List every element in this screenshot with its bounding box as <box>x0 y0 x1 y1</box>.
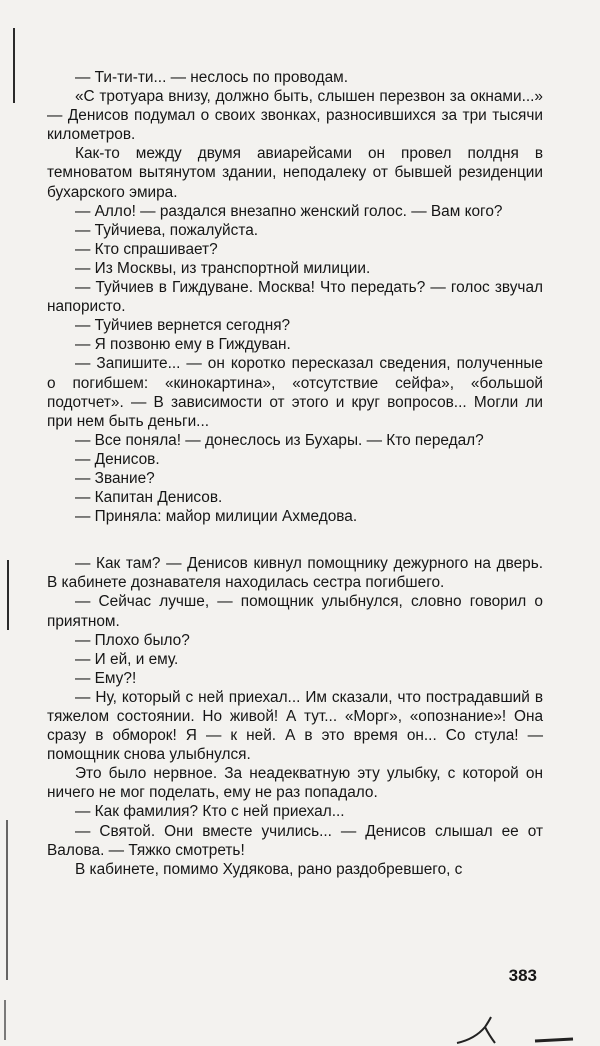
paragraph-3: Как-то между двумя авиарейсами он провел полдня в темноватом вытянутом здании, неподалеку от бывшей резиденции бухарского эмира. <box>47 145 543 201</box>
paragraph-17: — Как там? — Денисов кивнул помощнику дежурного на дверь. В кабинете дознавателя находилась сестра погибшего. <box>47 555 543 592</box>
page-number: 383 <box>508 966 537 985</box>
paragraph-20: — И ей, и ему. <box>75 650 179 668</box>
paragraph-7: — Из Москвы, из транспортной милиции. <box>75 259 371 277</box>
paragraph-14: — Звание? <box>75 469 155 487</box>
left-edge-mark-mid <box>7 560 9 630</box>
paragraph-26: В кабинете, помимо Худякова, рано раздобревшего, с <box>75 860 463 878</box>
scribble-mark <box>455 1015 575 1045</box>
paragraph-16: — Приняла: майор милиции Ахмедова. <box>75 508 358 526</box>
left-edge-mark-bottom <box>6 820 8 980</box>
paragraph-22: — Ну, который с ней приехал... Им сказали, что пострадавший в тяжелом состоянии. Но живой! А тут... «Морг», «опознание»! Она сразу в обморок! Я — к ней. А в это время он... Со стула! — помощник снова улыбнулся. <box>47 688 543 764</box>
paragraph-1: — Ти-ти-ти... — неслось по проводам. <box>75 69 349 86</box>
paragraph-11: — Запишите... — он коротко пересказал сведения, полученные о погибшем: «кинокартина», «отсутствие сейфа», «большой подотчет». — В зависимости от этого и круг вопросов... Могли ли при нем быть деньги... <box>47 355 543 430</box>
left-edge-mark-top <box>13 28 15 103</box>
paragraph-15: — Капитан Денисов. <box>75 489 223 507</box>
section-break <box>47 526 543 554</box>
paragraph-4: — Алло! — раздался внезапно женский голос. — Вам кого? <box>75 202 503 220</box>
paragraph-23: Это было нервное. За неадекватную эту улыбку, с которой он ничего не мог поделать, ему не раз попадало. <box>47 765 543 802</box>
paragraph-10: — Я позвоню ему в Гиждуван. <box>75 336 291 354</box>
paragraph-25: — Святой. Они вместе учились... — Денисов слышал ее от Валова. — Тяжко смотреть! <box>47 822 543 859</box>
paragraph-12: — Все поняла! — донеслось из Бухары. — Кто передал? <box>75 431 484 449</box>
paragraph-18: — Сейчас лучше, — помощник улыбнулся, словно говорил о приятном. <box>47 593 543 630</box>
paragraph-6: — Кто спрашивает? <box>75 240 218 258</box>
paragraph-13: — Денисов. <box>75 450 160 468</box>
paragraph-24: — Как фамилия? Кто с ней приехал... <box>75 803 345 821</box>
paragraph-21: — Ему?! <box>75 669 137 687</box>
paragraph-9: — Туйчиев вернется сегодня? <box>75 317 291 335</box>
book-page-text <box>47 68 543 879</box>
left-edge-mark-low <box>4 1000 6 1040</box>
paragraph-19: — Плохо было? <box>75 631 190 649</box>
paragraph-5: — Туйчиева, пожалуйста. <box>75 221 259 239</box>
paragraph-8: — Туйчиев в Гиждуване. Москва! Что передать? — голос звучал напористо. <box>47 279 543 316</box>
paragraph-2: «С тротуара внизу, должно быть, слышен перезвон за окнами...» — Денисов подумал о своих звонках, разносившихся за три тысячи километров. <box>47 88 543 144</box>
